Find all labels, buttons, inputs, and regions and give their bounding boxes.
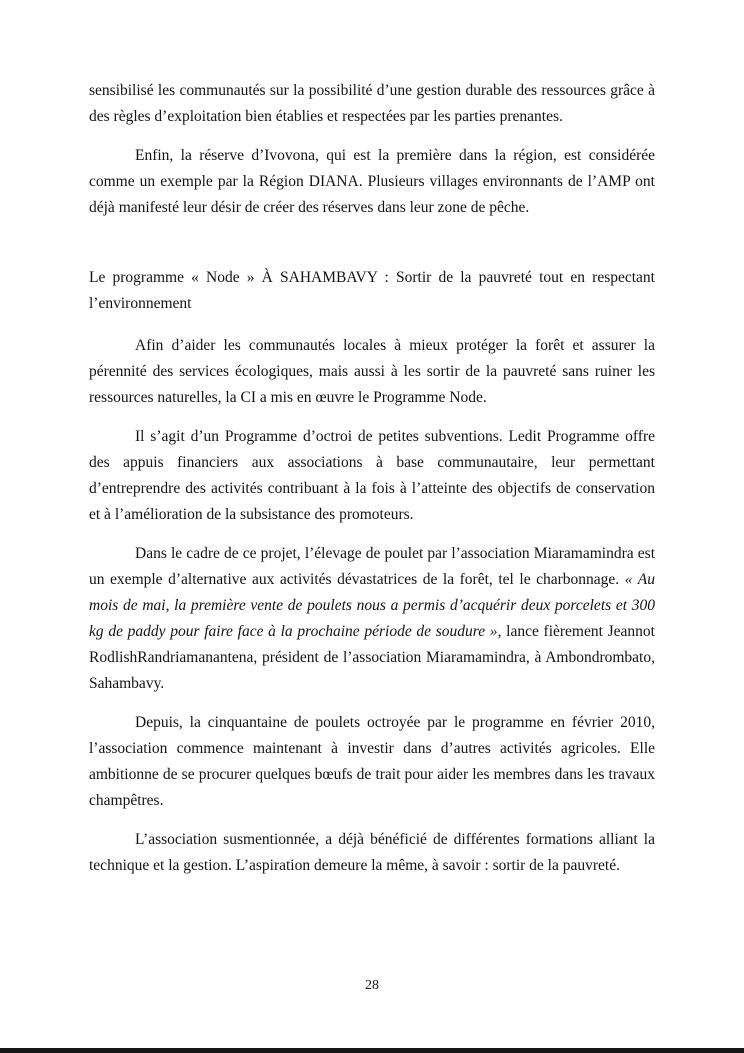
body-paragraph [89, 541, 655, 697]
body-paragraph: Afin d’aider les communautés locales à mieux protéger la forêt et assurer la pérennité des services écologiques, mais aussi à les sortir de la pauvreté sans ruiner les ressources naturelles, la CI a mis en œuvre le Programme Node. [89, 337, 655, 406]
quoted-testimonial: « Au mois de mai, la première vente de poulets nous a permis d’acquérir deux porcelets et 300 kg de paddy pour faire face à la prochaine période de soudure » [89, 571, 655, 640]
page-bottom-edge [0, 1048, 744, 1053]
page-number: 28 [365, 978, 379, 993]
paragraph-text: Dans le cadre de ce projet, l’élevage de poulet par l’association Miaramamindra est un exemple d’alternative aux activités dévastatrices de la forêt, tel le charbonnage. [89, 545, 655, 588]
page-footer [0, 977, 744, 995]
page-content [89, 78, 655, 892]
paragraph-text: , lance fièrement Jeannot RodlishRandriamanantena, président de l’association Miaramamindra, à Ambondrombato, Sahambavy. [89, 623, 655, 692]
body-paragraph: L’association susmentionnée, a déjà bénéficié de différentes formations alliant la technique et la gestion. L’aspiration demeure la même, à savoir : sortir de la pauvreté. [89, 831, 655, 874]
body-paragraph: sensibilisé les communautés sur la possibilité d’une gestion durable des ressources grâce à des règles d’exploitation bien établies et respectées par les parties prenantes. [89, 82, 655, 125]
section-heading: Le programme « Node » À SAHAMBAVY : Sortir de la pauvreté tout en respectant l’environnement [89, 269, 655, 312]
body-paragraph: Depuis, la cinquantaine de poulets octroyée par le programme en février 2010, l’association commence maintenant à investir dans d’autres activités agricoles. Elle ambitionne de se procurer quelques bœufs de trait pour aider les membres dans les travaux champêtres. [89, 714, 655, 809]
body-paragraph: Il s’agit d’un Programme d’octroi de petites subventions. Ledit Programme offre des appuis financiers aux associations à base communautaire, leur permettant d’entreprendre des activités contribuant à la fois à l’atteinte des objectifs de conservation et à l’amélioration de la subsistance des promoteurs. [89, 428, 655, 523]
body-paragraph: Enfin, la réserve d’Ivovona, qui est la première dans la région, est considérée comme un exemple par la Région DIANA. Plusieurs villages environnants de l’AMP ont déjà manifesté leur désir de créer des réserves dans leur zone de pêche. [89, 147, 655, 216]
